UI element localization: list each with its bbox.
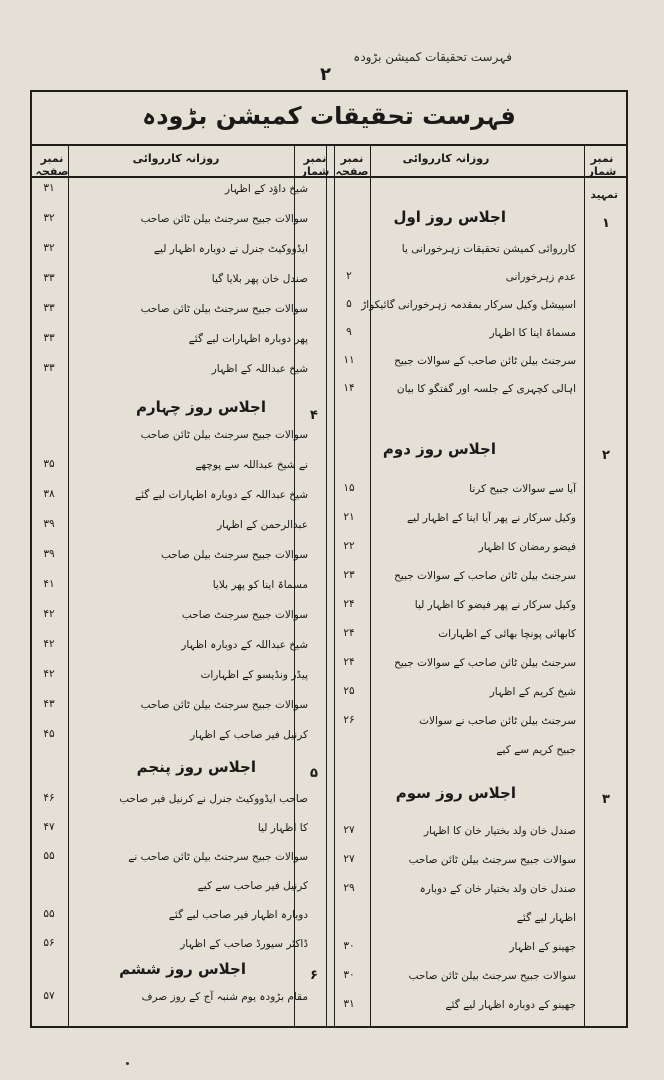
session-heading: اجلاس روز سوم (395, 784, 516, 802)
page-ref: ۲۴ (343, 627, 355, 639)
list-item: کا اظہار لیا (257, 822, 308, 834)
column-divider (68, 144, 69, 1026)
page-ref: ۴۷ (43, 821, 55, 833)
page-ref: ۳۹ (43, 548, 55, 560)
list-item: سوالات جبیح سرجنٹ بیلن ٹائن صاحب (140, 303, 308, 315)
page-ref: ۲۷ (343, 824, 355, 836)
list-item: سوالات جبیح سرجنٹ بیلن ٹائن صاحب (408, 970, 576, 982)
list-item: اہالی کچہری کے جلسہ اور گفتگو کا بیان (396, 383, 576, 395)
list-item: وکیل سرکار نے پھر فیضو کا اظہار لیا (414, 599, 576, 611)
session-heading: اجلاس روز اول (393, 208, 506, 226)
page-ref: ۲۶ (343, 714, 355, 726)
page-ref: ۳۳ (43, 332, 55, 344)
serial-number: ۵ (310, 766, 318, 781)
list-item: شیخ عبداللہ کے دوبارہ اظہار (181, 639, 308, 651)
page-ref: ۵۵ (43, 908, 55, 920)
page-number: ۲ (320, 64, 331, 85)
list-item: سوالات جبیح سرجنٹ صاحب (181, 609, 308, 621)
page-ref: ۴۲ (43, 668, 55, 680)
list-item: مقام بڑودہ یوم شنبہ آج کے روز صرف (141, 991, 308, 1003)
page-ref: ۲۷ (343, 853, 355, 865)
page-ref: ۵۷ (43, 990, 55, 1002)
page-ref: ۳۲ (43, 242, 55, 254)
header-serial-right: نمبر شمار (587, 152, 617, 178)
serial-number: ۲ (602, 448, 610, 463)
list-item: کرنیل فیر صاحب سے کیے (197, 880, 308, 892)
session-heading: اجلاس روز دوم (382, 440, 496, 458)
session-heading: اجلاس روز پنجم (136, 758, 256, 776)
page-ref: ۴۵ (43, 728, 55, 740)
list-item: شیخ عبداللہ کے دوبارہ اظہارات لیے گئے (134, 489, 308, 501)
header-proceedings-left: روزانہ کارروائی (132, 152, 220, 165)
list-item: مسماۃ اینا کو پھر بلایا (212, 579, 308, 591)
page-ref: ۲۴ (343, 656, 355, 668)
page-ref: ۴۱ (43, 578, 55, 590)
list-item: جھینو کے اظہار (509, 941, 576, 953)
serial-number: ۴ (310, 408, 318, 423)
page-ref: ۳۳ (43, 272, 55, 284)
session-heading: اجلاس روز چہارم (136, 398, 266, 416)
list-item: فیضو رمضان کا اظہار (478, 541, 576, 553)
page-ref: ۲۱ (343, 511, 355, 523)
header-serial-left: نمبر شمار (300, 152, 330, 178)
page-ref: ۱۴ (343, 382, 355, 394)
page-ref: ۲۵ (343, 685, 355, 697)
page-ref: ۳۱ (43, 182, 55, 194)
page-ref: ۳۵ (43, 458, 55, 470)
list-item: پھر دوبارہ اظہارات لیے گئے (188, 333, 308, 345)
list-item: ایڈووکیٹ جنرل نے دوبارہ اظہار لیے (153, 243, 308, 255)
list-item: شیخ داؤد کے اظہار (225, 183, 308, 195)
list-item: سرجنٹ بیلن ٹائن صاحب نے سوالات (419, 715, 576, 727)
page-ref: ۱۱ (343, 354, 355, 366)
serial-number: ۱ (602, 216, 610, 231)
page-ref: ۳۳ (43, 362, 55, 374)
page-ref: ۳۰ (343, 969, 355, 981)
page-ref: ۳۱ (343, 998, 355, 1010)
list-item: سرجنٹ بیلن ٹائن صاحب کے سوالات جبیح (394, 657, 576, 669)
page-ref: ۳۳ (43, 302, 55, 314)
serial-number: ۶ (310, 968, 318, 983)
page-ref: ۱۵ (343, 482, 355, 494)
session-heading: اجلاس روز ششم (119, 960, 246, 978)
list-item: جھینو کے دوبارہ اظہار لیے گئے (445, 999, 576, 1011)
list-item: صندل خان ولد بختیار خان کے دوبارہ (419, 883, 576, 895)
list-item: شیخ کریم کے اظہار (489, 686, 576, 698)
page-ref: ۴۳ (43, 698, 55, 710)
list-item: اسپیشل وکیل سرکار بمقدمہ زہرخورانی گائیکواڑ (361, 299, 576, 311)
page-ref: ۲ (346, 270, 352, 282)
header-page-left: نمبر صفحہ (35, 152, 69, 178)
list-item: دوبارہ اظہار فیر صاحب لیے گئے (168, 909, 308, 921)
page-ref: ۳۲ (43, 212, 55, 224)
list-item: سوالات جبیح سرجنٹ بیلن ٹائن صاحب (140, 699, 308, 711)
list-item: نے شیخ عبداللہ سے پوچھے (195, 459, 308, 471)
list-item: آیا سے سوالات جبیح کرنا (469, 483, 576, 495)
page-ref: ۳۰ (343, 940, 355, 952)
index-table (30, 90, 628, 1028)
list-item: صندل خان ولد بختیار خان کا اظہار (423, 825, 576, 837)
list-item: ڈاکٹر سیورڈ صاحب کے اظہار (180, 938, 308, 950)
list-item: مسماۃ اینا کا اظہار (489, 327, 576, 339)
page-ref: ۲۴ (343, 598, 355, 610)
list-item: سوالات جبیح سرجنٹ بیلن ٹائن صاحب (408, 854, 576, 866)
list-item: سوالات جبیح سرجنٹ بیلن ٹائن صاحب (140, 213, 308, 225)
page-ref: ۲۲ (343, 540, 355, 552)
list-item: عدم زہرخورانی (505, 271, 576, 283)
list-item: سوالات جبیح سرجنٹ بیلن ٹائن صاحب نے (128, 851, 308, 863)
list-item: جبیح کریم سے کیے (496, 744, 576, 756)
header-page-right: نمبر صفحہ (335, 152, 369, 178)
column-divider (584, 144, 585, 1026)
page-ref: ۹ (346, 326, 352, 338)
page-ref: ۴۲ (43, 608, 55, 620)
table-header-row (32, 144, 626, 178)
list-item: صاحب ایڈووکیٹ جنرل نے کرنیل فیر صاحب (119, 793, 308, 805)
list-item: پیڈر ونڈیسو کے اظہارات (200, 669, 308, 681)
index-title: فہرست تحقیقات کمیشن بڑودہ (142, 102, 516, 130)
list-item: وکیل سرکار نے پھر آیا اینا کے اظہار لیے (407, 512, 576, 524)
column-divider (326, 144, 327, 1026)
column-divider (370, 144, 371, 1026)
list-item: سرجنٹ بیلن ٹائن صاحب کے سوالات جبیح (394, 355, 576, 367)
page-ref: ۵۶ (43, 937, 55, 949)
page-ref: ۳۸ (43, 488, 55, 500)
running-header: فہرست تحقیقات کمیشن بڑودہ (353, 50, 512, 64)
page-ref: ۲۳ (343, 569, 355, 581)
list-item: شیخ عبداللہ کے اظہار (211, 363, 308, 375)
ink-speck (126, 1062, 129, 1065)
page-ref: ۴۲ (43, 638, 55, 650)
list-item: عبدالرحمن کے اظہار (217, 519, 308, 531)
page-ref: ۵ (346, 298, 352, 310)
list-item: اظہار لیے گئے (516, 912, 576, 924)
list-item: کارروائی کمیشن تحقیقات زہرخورانی یا (401, 243, 576, 255)
page-ref: ۲۹ (343, 882, 355, 894)
page-ref: ۵۵ (43, 850, 55, 862)
list-item: صندل خان پھر بلایا گیا (211, 273, 308, 285)
serial-number: ۳ (602, 792, 610, 807)
list-item: سرجنٹ بیلن ٹائن صاحب کے سوالات جبیح (394, 570, 576, 582)
list-item: کرنیل فیر صاحب کے اظہار (190, 729, 308, 741)
list-item: سوالات جبیح سرجنٹ بیلن ٹائن صاحب (140, 429, 308, 441)
page-ref: ۳۹ (43, 518, 55, 530)
intro-label: تمہید (590, 189, 618, 201)
list-item: سوالات جبیح سرجنٹ بیلن صاحب (160, 549, 308, 561)
header-proceedings-right: روزانہ کارروائی (402, 152, 490, 165)
list-item: کابھائی پونچا بھائی کے اظہارات (438, 628, 576, 640)
page-ref: ۴۶ (43, 792, 55, 804)
